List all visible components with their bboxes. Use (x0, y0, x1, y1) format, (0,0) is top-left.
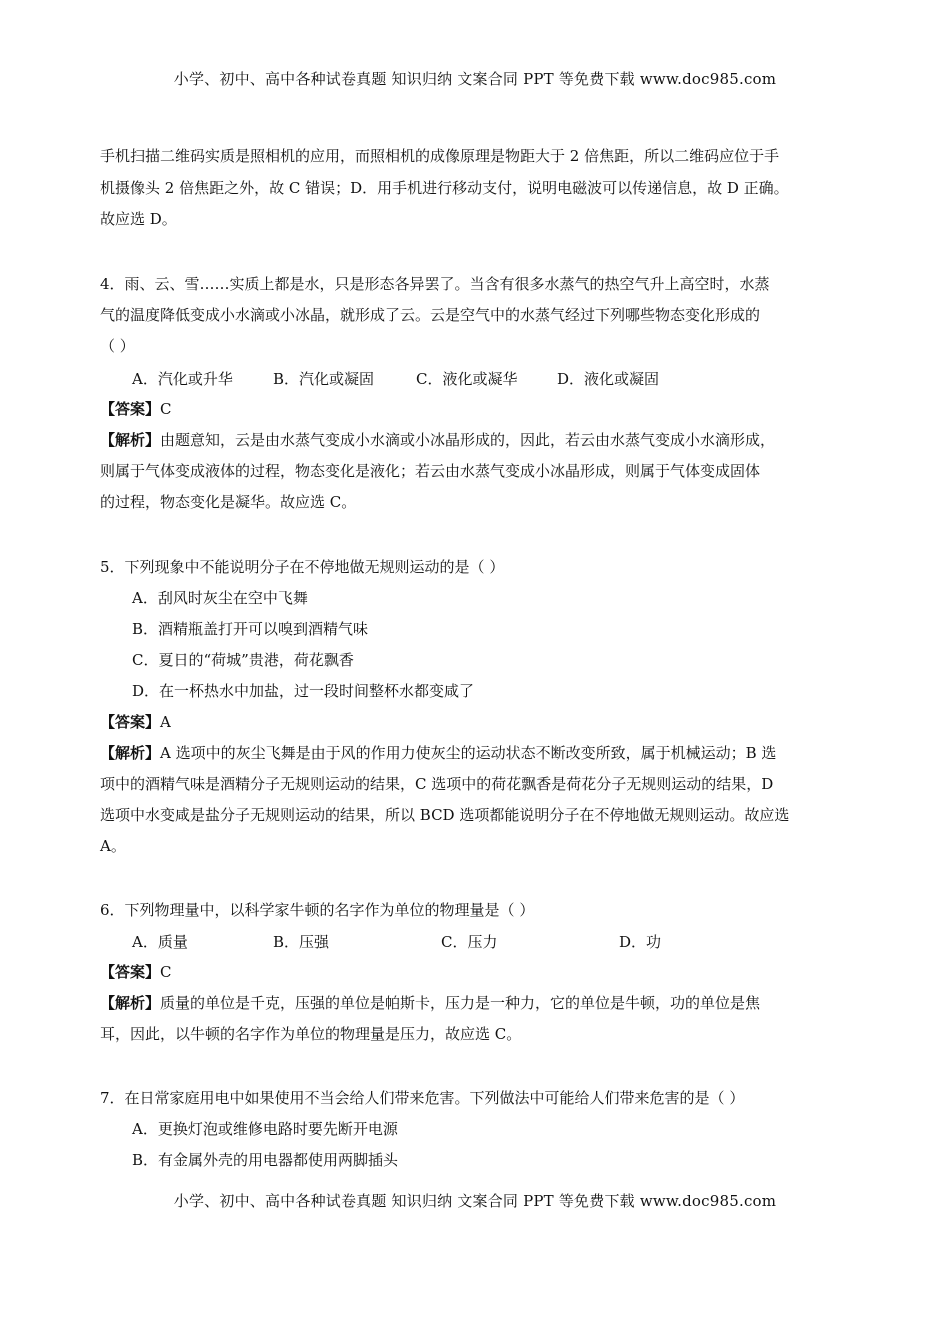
q6-analysis-text-1: 质量的单位是千克，压强的单位是帕斯卡，压力是一种力，它的单位是牛顿，功的单位是焦 (160, 994, 761, 1012)
q6-analysis-label: 【解析】 (100, 994, 161, 1012)
q4-option-b: B．汽化或凝固 (273, 370, 375, 388)
q5-answer-value: A (160, 713, 171, 731)
q5-answer (100, 712, 860, 732)
q6-analysis-line-1 (100, 993, 860, 1013)
q6-option-c: C．压力 (441, 933, 498, 951)
q6-answer-value: C (160, 963, 172, 981)
page-header: 小学、初中、高中各种试卷真题 知识归纳 文案合同 PPT 等免费下载 www.doc985.com (173, 70, 777, 88)
q7-stem: 7．在日常家庭用电中如果使用不当会给人们带来危害。下列做法中可能给人们带来危害的是（ ） (100, 1089, 745, 1107)
intro-line-1: 手机扫描二维码实质是照相机的应用，而照相机的成像原理是物距大于 2 倍焦距，所以二维码应位于手 (100, 147, 780, 165)
q4-analysis-line-2: 则属于气体变成液体的过程，物态变化是液化；若云由水蒸气变成小冰晶形成，则属于气体变成固体 (100, 462, 761, 480)
q5-answer-label: 【答案】 (100, 713, 161, 731)
q6-analysis-line-2: 耳，因此，以牛顿的名字作为单位的物理量是压力，故应选 C。 (100, 1025, 522, 1043)
q4-answer-label: 【答案】 (100, 400, 161, 418)
q7-option-a: A．更换灯泡或维修电路时要先断开电源 (132, 1120, 398, 1138)
q5-option-b: B．酒精瓶盖打开可以嗅到酒精气味 (132, 620, 369, 638)
q5-analysis-line-4: A。 (100, 837, 126, 855)
q4-answer-value: C (160, 400, 172, 418)
q6-answer-label: 【答案】 (100, 963, 161, 981)
q4-stem-line-3: （ ） (100, 337, 135, 355)
q6-option-a: A．质量 (132, 933, 188, 951)
q4-option-d: D．液化或凝固 (557, 370, 660, 388)
q4-analysis-text-1: 由题意知，云是由水蒸气变成小水滴或小冰晶形成的，因此，若云由水蒸气变成小水滴形成， (160, 431, 776, 449)
q4-stem-line-2: 气的温度降低变成小水滴或小冰晶，就形成了云。云是空气中的水蒸气经过下列哪些物态变化形成的 (100, 306, 761, 324)
q5-analysis-line-3: 选项中水变咸是盐分子无规则运动的结果，所以 BCD 选项都能说明分子在不停地做无规则运动。故应选 (100, 806, 790, 824)
q6-answer (100, 962, 860, 982)
intro-line-3: 故应选 D。 (100, 210, 177, 228)
page-footer: 小学、初中、高中各种试卷真题 知识归纳 文案合同 PPT 等免费下载 www.doc985.com (173, 1192, 777, 1210)
q5-analysis-line-2: 项中的酒精气味是酒精分子无规则运动的结果，C 选项中的荷花飘香是荷花分子无规则运动的结果，D (100, 775, 774, 793)
q6-stem: 6．下列物理量中，以科学家牛顿的名字作为单位的物理量是（ ） (100, 901, 535, 919)
intro-line-2: 机摄像头 2 倍焦距之外，故 C 错误；D．用手机进行移动支付，说明电磁波可以传递信息，故 D 正确。 (100, 179, 789, 197)
q5-analysis-label: 【解析】 (100, 744, 161, 762)
q4-answer (100, 399, 860, 419)
q7-option-b: B．有金属外壳的用电器都使用两脚插头 (132, 1151, 399, 1169)
q5-analysis-text-1: A 选项中的灰尘飞舞是由于风的作用力使灰尘的运动状态不断改变所致，属于机械运动；B 选 (160, 744, 777, 762)
q4-stem-line-1: 4．雨、云、雪……实质上都是水，只是形态各异罢了。当含有很多水蒸气的热空气升上高空时，水蒸 (100, 275, 770, 293)
q4-option-c: C．液化或凝华 (416, 370, 518, 388)
q4-option-a: A．汽化或升华 (132, 370, 233, 388)
q6-option-d: D．功 (619, 933, 662, 951)
q4-analysis-line-3: 的过程，物态变化是凝华。故应选 C。 (100, 493, 357, 511)
q5-stem: 5．下列现象中不能说明分子在不停地做无规则运动的是（ ） (100, 558, 505, 576)
q6-option-b: B．压强 (273, 933, 330, 951)
q5-option-d: D．在一杯热水中加盐，过一段时间整杯水都变咸了 (132, 682, 475, 700)
q5-option-c: C．夏日的“荷城”贵港，荷花飘香 (132, 651, 354, 669)
q4-analysis-label: 【解析】 (100, 431, 161, 449)
q4-analysis-line-1 (100, 430, 860, 450)
q5-analysis-line-1 (100, 743, 860, 763)
q5-option-a: A．刮风时灰尘在空中飞舞 (132, 589, 308, 607)
